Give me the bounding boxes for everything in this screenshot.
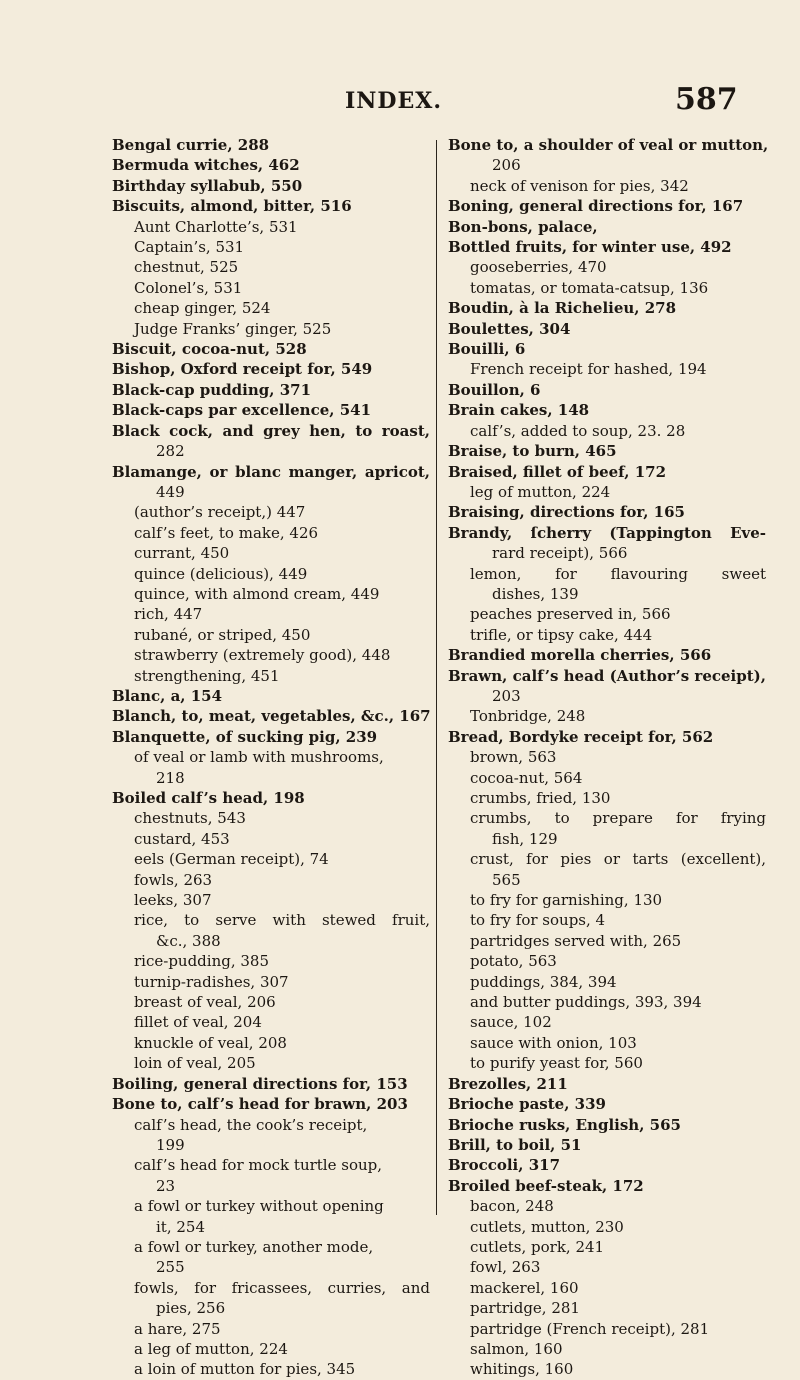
index-entry: 282 — [156, 442, 185, 461]
index-entry: Brandied morella cherries, 566 — [448, 646, 712, 665]
index-entry: puddings, 384, 394 — [470, 972, 617, 991]
index-entry: Aunt Charlotte’s, 531 — [134, 217, 298, 236]
index-entry: Brawn, calf’s head (Author’s receipt), — [448, 666, 766, 685]
index-entry: crust, for pies or tarts (excellent), — [470, 850, 766, 869]
index-entry: Black-caps par excellence, 541 — [112, 401, 372, 420]
index-entry: Bermuda witches, 462 — [112, 156, 300, 175]
index-entry: Blanquette, of sucking pig, 239 — [112, 727, 378, 746]
index-entry: custard, 453 — [134, 829, 230, 848]
index-entry: trifle, or tipsy cake, 444 — [470, 625, 653, 644]
index-entry: Brioche rusks, English, 565 — [448, 1115, 681, 1134]
index-entry: leeks, 307 — [134, 891, 212, 910]
index-entry: Biscuit, cocoa-nut, 528 — [112, 340, 307, 359]
index-entry: fish, 129 — [492, 829, 558, 848]
index-entry: Tonbridge, 248 — [470, 707, 586, 726]
index-entry: Biscuits, almond, bitter, 516 — [112, 197, 352, 216]
index-entry: chestnuts, 543 — [134, 809, 246, 828]
index-entry: a fowl or turkey, another mode, — [134, 1237, 374, 1256]
index-entry: a loin of mutton for pies, 345 — [134, 1360, 356, 1379]
index-entry: Bouillon, 6 — [448, 380, 541, 399]
index-entry: Brioche paste, 339 — [448, 1095, 606, 1114]
index-entry: fowl, 263 — [470, 1258, 541, 1277]
index-entry: tomatas, or tomata-catsup, 136 — [470, 278, 709, 297]
index-entry: to fry for soups, 4 — [470, 911, 606, 930]
index-entry: whitings, 160 — [470, 1360, 574, 1379]
index-entry: potato, 563 — [470, 952, 557, 971]
index-entry: Bone to, a shoulder of veal or mutton, — [448, 136, 769, 154]
index-entry: 565 — [492, 870, 521, 889]
index-entry: Boiling, general directions for, 153 — [112, 1074, 408, 1093]
index-entry: Broiled beef-steak, 172 — [448, 1176, 644, 1195]
page-header — [0, 82, 800, 128]
index-entry: Blamange, or blanc manger, apricot, — [112, 462, 430, 481]
index-entry: fowls, for fricassees, curries, and — [134, 1278, 430, 1297]
index-entry: sauce, 102 — [470, 1013, 552, 1032]
index-entry: peaches preserved in, 566 — [470, 605, 671, 624]
index-entry: crumbs, to prepare for frying — [470, 809, 766, 828]
index-entry: dishes, 139 — [492, 584, 579, 603]
index-entry: strawberry (extremely good), 448 — [134, 646, 391, 665]
index-entry: bacon, 248 — [470, 1197, 554, 1216]
index-entry: Bone to, calf’s head for brawn, 203 — [112, 1095, 408, 1114]
index-entry: Braise, to burn, 465 — [448, 442, 617, 461]
index-entry: Captain’s, 531 — [134, 238, 245, 257]
index-entry: 23 — [156, 1176, 176, 1195]
index-entry: rice-pudding, 385 — [134, 952, 270, 971]
index-entry: 449 — [156, 482, 185, 501]
index-entry: calf’s, added to soup, 23. 28 — [470, 421, 686, 440]
index-entry: Bon-bons, palace, — [448, 217, 598, 236]
index-entry: Boulettes, 304 — [448, 319, 571, 338]
index-entry: salmon, 160 — [470, 1339, 563, 1358]
index-entry: calf’s head for mock turtle soup, — [134, 1156, 383, 1175]
index-entry: 203 — [492, 686, 521, 705]
index-entry: Brandy, ſcherry (Tappington Eve- — [448, 523, 766, 542]
column-divider — [436, 140, 437, 1215]
index-entry: calf’s feet, to make, 426 — [134, 523, 319, 542]
index-entry: fillet of veal, 204 — [134, 1013, 262, 1032]
index-entry: chestnut, 525 — [134, 258, 239, 277]
index-entry: partridge (French receipt), 281 — [470, 1319, 710, 1338]
index-entry: Bottled fruits, for winter use, 492 — [448, 238, 732, 257]
index-entry: it, 254 — [156, 1217, 205, 1236]
index-entry: 199 — [156, 1135, 185, 1154]
index-entry: Brezolles, 211 — [448, 1074, 568, 1093]
index-entry: fowls, 263 — [134, 870, 213, 889]
index-entry: cheap ginger, 524 — [134, 299, 271, 318]
index-entry: rard receipt), 566 — [492, 544, 628, 563]
index-entry: loin of veal, 205 — [134, 1054, 256, 1073]
index-entry: turnip-radishes, 307 — [134, 972, 289, 991]
index-entry: Black cock, and grey hen, to roast, — [112, 421, 430, 440]
index-entry: mackerel, 160 — [470, 1278, 579, 1297]
index-entry: Bread, Bordyke receipt for, 562 — [448, 727, 714, 746]
index-entry: a fowl or turkey without opening — [134, 1197, 384, 1216]
index-entry: cutlets, pork, 241 — [470, 1237, 605, 1256]
index-entry: breast of veal, 206 — [134, 993, 276, 1012]
page-number: 587 — [675, 82, 738, 117]
index-entry: rich, 447 — [134, 605, 203, 624]
index-entry: 218 — [156, 768, 185, 787]
index-entry: cocoa-nut, 564 — [470, 768, 583, 787]
index-entry: crumbs, fried, 130 — [470, 789, 611, 807]
index-entry: partridges served with, 265 — [470, 931, 682, 950]
index-entry: Birthday syllabub, 550 — [112, 176, 303, 195]
index-entry: leg of mutton, 224 — [470, 482, 611, 501]
index-entry: brown, 563 — [470, 748, 557, 767]
index-entry: cutlets, mutton, 230 — [470, 1217, 624, 1236]
index-entry: French receipt for hashed, 194 — [470, 360, 707, 379]
index-entry: Braising, directions for, 165 — [448, 503, 685, 522]
index-entry: &c., 388 — [156, 931, 221, 950]
index-entry: Blanch, to, meat, vegetables, &c., 167 — [112, 707, 431, 726]
index-entry: Bengal currie, 288 — [112, 136, 270, 154]
index-entry: lemon, for flavouring sweet — [470, 564, 766, 583]
index-entry: calf’s head, the cook’s receipt, — [134, 1115, 368, 1134]
index-entry: Bouilli, 6 — [448, 340, 526, 359]
index-column-right — [448, 135, 769, 1380]
index-entry: (author’s receipt,) 447 — [134, 503, 306, 522]
index-entry: and butter puddings, 393, 394 — [470, 993, 702, 1012]
index-entry: Black-cap pudding, 371 — [112, 380, 312, 399]
index-entry: Braised, fillet of beef, 172 — [448, 462, 667, 481]
index-entry: 206 — [492, 156, 521, 175]
index-entry: Broccoli, 317 — [448, 1156, 561, 1175]
index-entry: to fry for garnishing, 130 — [470, 891, 663, 910]
index-entry: Brain cakes, 148 — [448, 401, 590, 420]
index-entry: rice, to serve with stewed fruit, — [134, 911, 430, 930]
index-entry: strengthening, 451 — [134, 666, 280, 685]
index-entry: sauce with onion, 103 — [470, 1033, 637, 1052]
index-entry: to purify yeast for, 560 — [470, 1054, 643, 1073]
index-entry: Bishop, Oxford receipt for, 549 — [112, 360, 373, 379]
index-entry: Boiled calf’s head, 198 — [112, 789, 305, 807]
index-entry: partridge, 281 — [470, 1299, 580, 1318]
index-entry: Boudin, à la Richelieu, 278 — [448, 299, 677, 318]
index-entry: gooseberries, 470 — [470, 258, 607, 277]
index-entry: eels (German receipt), 74 — [134, 850, 329, 869]
index-entry: currant, 450 — [134, 544, 230, 563]
index-entry: quince (delicious), 449 — [134, 564, 308, 583]
index-column-left — [112, 135, 430, 1380]
index-entry: Judge Franks’ ginger, 525 — [134, 319, 332, 338]
index-entry: Brill, to boil, 51 — [448, 1135, 582, 1154]
index-entry: quince, with almond cream, 449 — [134, 584, 380, 603]
index-entry: rubané, or striped, 450 — [134, 625, 311, 644]
index-entry: pies, 256 — [156, 1299, 226, 1318]
index-entry: Boning, general directions for, 167 — [448, 197, 744, 216]
index-entry: a leg of mutton, 224 — [134, 1339, 288, 1358]
index-entry: of veal or lamb with mushrooms, — [134, 748, 384, 767]
index-entry: 255 — [156, 1258, 185, 1277]
index-entry: Blanc, a, 154 — [112, 686, 223, 705]
index-entry: neck of venison for pies, 342 — [470, 176, 689, 195]
running-title: INDEX. — [345, 88, 442, 114]
index-entry: a hare, 275 — [134, 1319, 221, 1338]
index-entry: knuckle of veal, 208 — [134, 1033, 287, 1052]
index-entry: Colonel’s, 531 — [134, 278, 243, 297]
